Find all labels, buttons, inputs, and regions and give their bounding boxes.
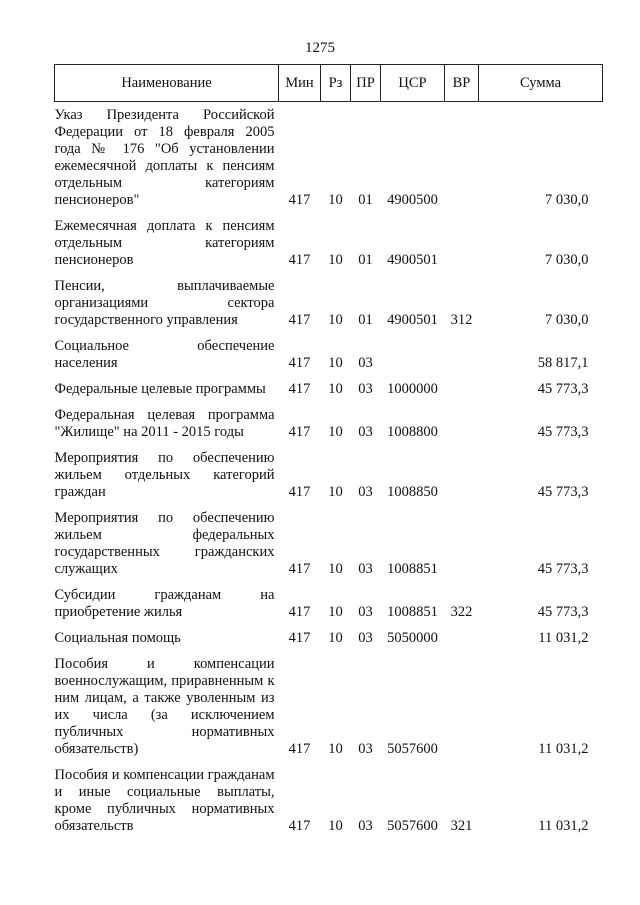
cell-rz: 10 bbox=[328, 818, 343, 834]
table-row bbox=[55, 209, 603, 269]
cell-rz: 10 bbox=[328, 484, 343, 500]
page-number: 1275 bbox=[305, 40, 335, 56]
table-row bbox=[55, 621, 603, 647]
cell-name: Указ Президента Российской Федерации от 18 февраля 2005 года № 176 "Об установлении ежемесячной доплаты к пенсиям отдельным категориям пенсионеров" bbox=[54, 107, 275, 208]
table-body bbox=[55, 102, 603, 836]
cell-csr: 1008851 bbox=[387, 604, 438, 620]
table-row bbox=[55, 578, 603, 621]
table-row bbox=[55, 102, 603, 210]
cell-vr bbox=[445, 209, 479, 269]
cell-vr bbox=[445, 398, 479, 441]
cell-sum: 45 773,3 bbox=[537, 561, 589, 577]
cell-name: Ежемесячная доплата к пенсиям отдельным категориям пенсионеров bbox=[54, 218, 275, 268]
cell-sum: 7 030,0 bbox=[545, 312, 589, 328]
table-row bbox=[55, 441, 603, 501]
table-row bbox=[55, 501, 603, 578]
cell-sum: 11 031,2 bbox=[538, 818, 589, 834]
cell-csr: 5057600 bbox=[387, 741, 438, 757]
cell-csr: 1000000 bbox=[387, 381, 438, 397]
cell-rz: 10 bbox=[328, 312, 343, 328]
cell-min: 417 bbox=[288, 484, 311, 500]
cell-rz: 10 bbox=[328, 381, 343, 397]
cell-rz: 10 bbox=[328, 192, 343, 208]
cell-sum: 58 817,1 bbox=[537, 355, 589, 371]
cell-pr: 03 bbox=[358, 484, 373, 500]
header-sum: Сумма bbox=[479, 65, 603, 102]
cell-name: Пособия и компенсации гражданам и иные социальные выплаты, кроме публичных нормативных обязательств bbox=[54, 767, 275, 834]
cell-min: 417 bbox=[288, 818, 311, 834]
header-vr: ВР bbox=[445, 65, 479, 102]
cell-csr: 5050000 bbox=[387, 630, 438, 646]
cell-pr: 03 bbox=[358, 561, 373, 577]
cell-rz: 10 bbox=[328, 604, 343, 620]
cell-min: 417 bbox=[288, 424, 311, 440]
header-name: Наименование bbox=[55, 65, 279, 102]
cell-vr: 312 bbox=[450, 312, 473, 328]
cell-sum: 45 773,3 bbox=[537, 484, 589, 500]
header-rz: Рз bbox=[321, 65, 351, 102]
cell-csr: 4900501 bbox=[387, 312, 438, 328]
cell-pr: 03 bbox=[358, 818, 373, 834]
cell-vr bbox=[445, 647, 479, 758]
cell-rz: 10 bbox=[328, 561, 343, 577]
cell-rz: 10 bbox=[328, 424, 343, 440]
cell-csr: 5057600 bbox=[387, 818, 438, 834]
cell-min: 417 bbox=[288, 192, 311, 208]
cell-pr: 03 bbox=[358, 355, 373, 371]
cell-name: Субсидии гражданам на приобретение жилья bbox=[54, 587, 275, 620]
cell-min: 417 bbox=[288, 561, 311, 577]
cell-csr: 1008851 bbox=[387, 561, 438, 577]
cell-name: Мероприятия по обеспечению жильем отдельных категорий граждан bbox=[54, 450, 275, 500]
cell-name: Федеральная целевая программа "Жилище" на 2011 - 2015 годы bbox=[54, 407, 275, 440]
cell-sum: 45 773,3 bbox=[537, 424, 589, 440]
header-min: Мин bbox=[279, 65, 321, 102]
cell-rz: 10 bbox=[328, 355, 343, 371]
cell-csr: 1008850 bbox=[387, 484, 438, 500]
cell-csr: 4900501 bbox=[387, 252, 438, 268]
header-csr: ЦСР bbox=[381, 65, 445, 102]
cell-vr bbox=[445, 102, 479, 210]
cell-sum: 45 773,3 bbox=[537, 381, 589, 397]
cell-pr: 03 bbox=[358, 741, 373, 757]
table-row bbox=[55, 372, 603, 398]
cell-min: 417 bbox=[288, 630, 311, 646]
cell-name: Пенсии, выплачиваемые организациями сектора государственного управления bbox=[54, 278, 275, 328]
cell-name: Пособия и компенсации военнослужащим, приравненным к ним лицам, а также уволенным из их числа (за исключением публичных нормативных обязательств) bbox=[54, 656, 275, 757]
cell-pr: 03 bbox=[358, 424, 373, 440]
cell-csr: 4900500 bbox=[387, 192, 438, 208]
cell-rz: 10 bbox=[328, 252, 343, 268]
table-row bbox=[55, 269, 603, 329]
budget-table-container bbox=[54, 64, 602, 835]
cell-min: 417 bbox=[288, 312, 311, 328]
table-header bbox=[55, 65, 603, 102]
cell-rz: 10 bbox=[328, 630, 343, 646]
cell-name: Федеральные целевые программы bbox=[54, 381, 266, 397]
cell-pr: 01 bbox=[358, 312, 373, 328]
cell-vr bbox=[445, 621, 479, 647]
cell-min: 417 bbox=[288, 252, 311, 268]
cell-vr bbox=[445, 372, 479, 398]
cell-sum: 7 030,0 bbox=[545, 252, 589, 268]
cell-pr: 03 bbox=[358, 630, 373, 646]
table-row bbox=[55, 329, 603, 372]
cell-sum: 11 031,2 bbox=[538, 741, 589, 757]
cell-pr: 01 bbox=[358, 192, 373, 208]
cell-vr: 321 bbox=[450, 818, 473, 834]
cell-min: 417 bbox=[288, 741, 311, 757]
cell-pr: 01 bbox=[358, 252, 373, 268]
table-row bbox=[55, 398, 603, 441]
cell-name: Социальная помощь bbox=[54, 630, 181, 646]
cell-min: 417 bbox=[288, 355, 311, 371]
cell-sum: 11 031,2 bbox=[538, 630, 589, 646]
cell-csr: 1008800 bbox=[387, 424, 438, 440]
table-row bbox=[55, 647, 603, 758]
cell-pr: 03 bbox=[358, 604, 373, 620]
budget-table bbox=[54, 64, 603, 835]
cell-min: 417 bbox=[288, 604, 311, 620]
table-row bbox=[55, 758, 603, 835]
cell-vr bbox=[445, 329, 479, 372]
cell-sum: 45 773,3 bbox=[537, 604, 589, 620]
cell-sum: 7 030,0 bbox=[545, 192, 589, 208]
cell-vr bbox=[445, 441, 479, 501]
header-pr: ПР bbox=[351, 65, 381, 102]
cell-name: Мероприятия по обеспечению жильем федеральных государственных гражданских служащих bbox=[54, 510, 275, 577]
cell-rz: 10 bbox=[328, 741, 343, 757]
cell-vr bbox=[445, 501, 479, 578]
cell-vr: 322 bbox=[450, 604, 473, 620]
cell-pr: 03 bbox=[358, 381, 373, 397]
cell-name: Социальное обеспечение населения bbox=[54, 338, 275, 371]
cell-csr bbox=[381, 329, 445, 372]
cell-min: 417 bbox=[288, 381, 311, 397]
